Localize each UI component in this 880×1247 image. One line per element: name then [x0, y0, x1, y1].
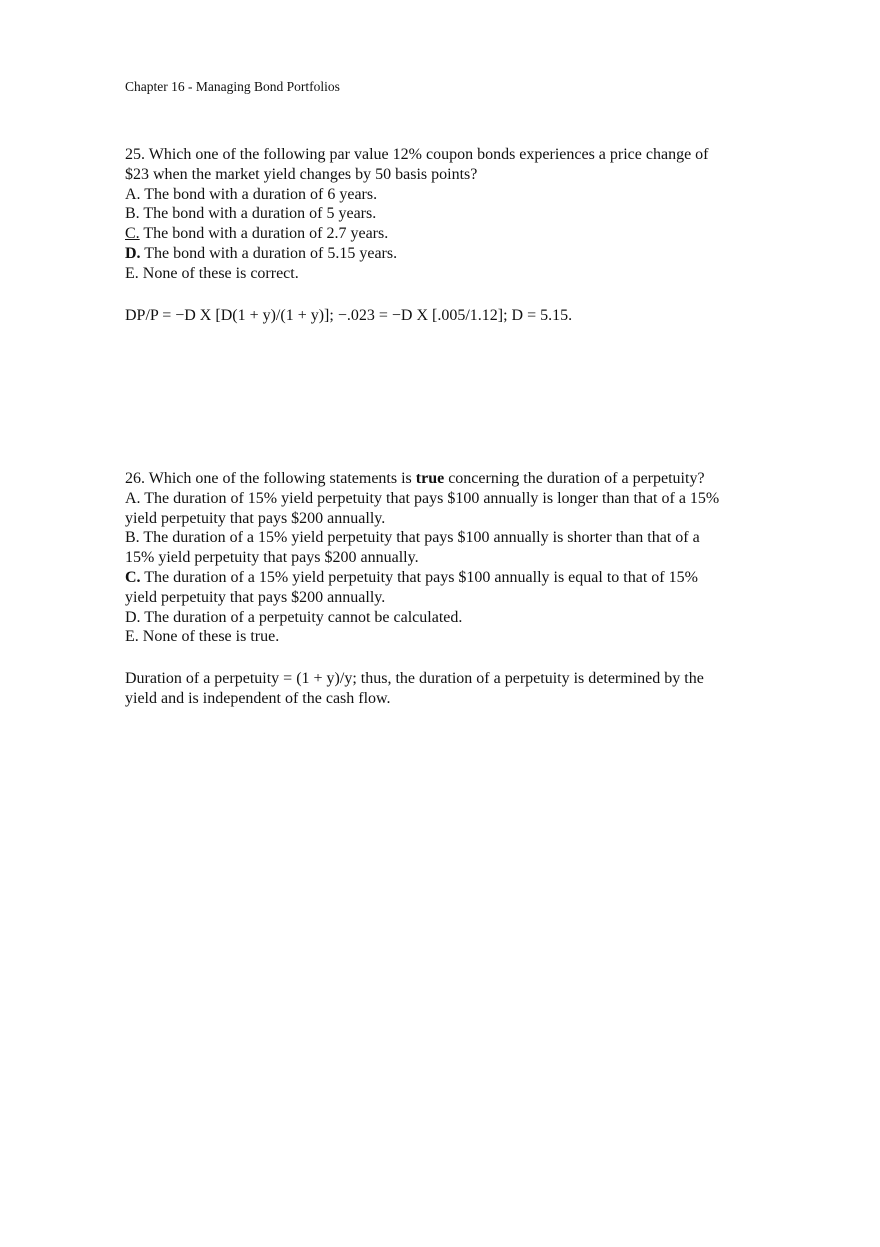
- option-text: The duration of a perpetuity cannot be calculated.: [144, 608, 463, 626]
- answer-explanation: DP/P = −D X [D(1 + y)/(1 + y)]; −.023 = −D X [.005/1.12]; D = 5.15.: [125, 306, 573, 324]
- explanation-line: yield and is independent of the cash flow.: [125, 689, 391, 707]
- option-letter: C.: [125, 225, 140, 243]
- answer-option-a: [125, 489, 785, 509]
- question-stem-line: 25. Which one of the following par value 12% coupon bonds experiences a price change of: [125, 146, 709, 163]
- answer-option-b: [125, 204, 785, 224]
- option-text: None of these is true.: [142, 628, 280, 646]
- answer-option-a: [125, 185, 785, 205]
- option-letter: E.: [125, 628, 139, 646]
- option-letter: A.: [125, 489, 141, 507]
- answer-option-b-continued: 15% yield perpetuity that pays $200 annually.: [125, 549, 419, 567]
- option-letter: D.: [125, 244, 141, 262]
- answer-option-b: [125, 528, 785, 548]
- option-text: None of these is correct.: [142, 264, 299, 282]
- page-header: Chapter 16 - Managing Bond Portfolios: [125, 79, 340, 94]
- option-text: The bond with a duration of 5.15 years.: [144, 244, 398, 262]
- answer-option-c-correct: [125, 568, 785, 588]
- explanation-line: Duration of a perpetuity = (1 + y)/y; thus, the duration of a perpetuity is determined by the: [125, 670, 704, 688]
- question-stem-line: $23 when the market yield changes by 50 basis points?: [125, 165, 478, 183]
- stem-text: 26. Which one of the following statements is: [125, 470, 416, 487]
- answer-option-c: [125, 224, 785, 244]
- question-stem-line: [125, 469, 785, 489]
- question-26: [125, 469, 785, 709]
- option-text: The duration of a 15% yield perpetuity that pays $100 annually is shorter than that of a: [143, 529, 700, 547]
- option-letter: C.: [125, 568, 141, 586]
- option-text: The duration of a 15% yield perpetuity that pays $100 annually is equal to that of 15%: [144, 568, 698, 586]
- stem-text: concerning the duration of a perpetuity?: [444, 470, 705, 487]
- option-text: The bond with a duration of 6 years.: [144, 185, 378, 203]
- option-letter: B.: [125, 529, 140, 547]
- option-letter: A.: [125, 185, 141, 203]
- question-25: [125, 145, 785, 325]
- option-text: The bond with a duration of 2.7 years.: [143, 225, 389, 243]
- option-text: The duration of 15% yield perpetuity that pays $100 annually is longer than that of a 15%: [144, 489, 720, 507]
- answer-option-e: [125, 627, 785, 647]
- answer-option-c-continued: yield perpetuity that pays $200 annually.: [125, 588, 386, 606]
- answer-option-e: [125, 264, 785, 284]
- option-text: The bond with a duration of 5 years.: [143, 205, 377, 223]
- option-letter: E.: [125, 264, 139, 282]
- answer-option-a-continued: yield perpetuity that pays $200 annually.: [125, 509, 386, 527]
- answer-option-d-correct: [125, 244, 785, 264]
- answer-option-d: [125, 608, 785, 628]
- answer-explanation: [125, 669, 785, 709]
- option-letter: B.: [125, 205, 140, 223]
- option-letter: D.: [125, 608, 141, 626]
- stem-emphasis: true: [415, 470, 445, 487]
